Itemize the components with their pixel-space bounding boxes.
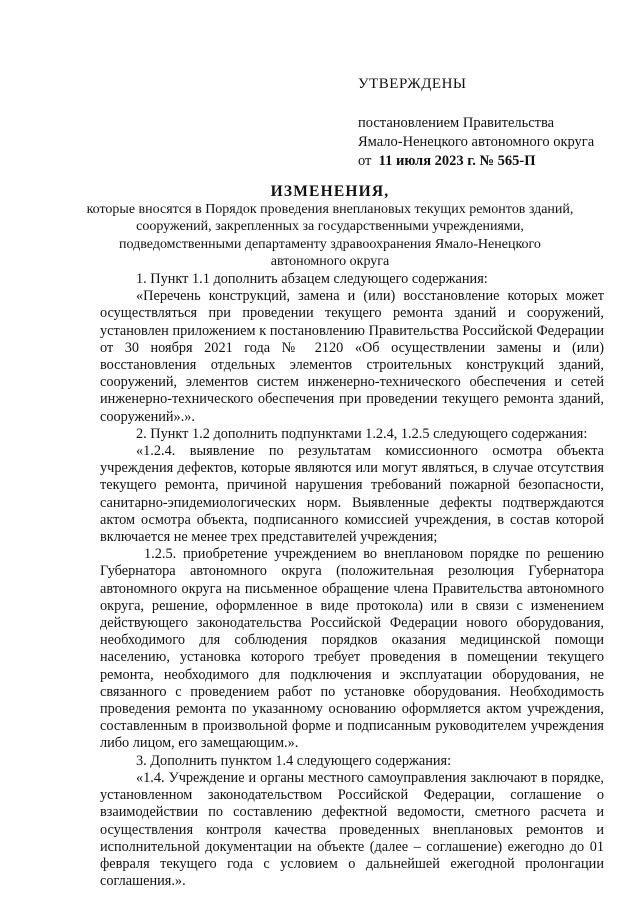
document-title xyxy=(80,183,580,270)
paragraph-4: «1.2.4. выявление по результатам комиссионного осмотра объекта учреждения дефектов, которые являются или могут являться, в случае отсутствия текущего ремонта, причиной нарушения требований пожарной безопасности, санитарно-эпидемиологических норм. Выявленные дефекты подтверждаются актом осмотра объекта, подписанного комиссией учреждения, в состав которой включается не менее трех представителей учреждения; xyxy=(100,443,604,546)
approval-date-prefix: от xyxy=(358,153,372,169)
title-subtitle: которые вносятся в Порядок проведения внеплановых текущих ремонтов зданий, сооружений, закрепленных за государственными учреждениями, подведомственными департаменту здравоохранения Ямало-Ненецкого автономного округа xyxy=(86,202,574,269)
document-body xyxy=(100,271,604,890)
paragraph-2: «Перечень конструкций, замена и (или) восстановление которых может осуществляться при проведении текущего ремонта зданий и сооружений, установлен приложением к постановлению Правительства Российской Федерации от 30 ноября 2021 года № 2120 «Об осуществлении замены и (или) восстановления отдельных элементов строительных конструкций зданий, сооружений, элементов систем инженерно-технического обеспечения и сетей инженерно-технического обеспечения при проведении текущего ремонта зданий, сооружений».». xyxy=(100,288,604,425)
approval-date-line xyxy=(358,152,628,171)
paragraph-3: 2. Пункт 1.2 дополнить подпунктами 1.2.4, 1.2.5 следующего содержания: xyxy=(136,425,588,442)
title-heading: ИЗМЕНЕНИЯ, xyxy=(270,183,390,200)
paragraph-7: «1.4. Учреждение и органы местного самоуправления заключают в порядке, установленном законодательством Российской Федерации, соглашение о взаимодействии по составлению дефектной ведомости, сметного расчета и осуществления контроля качества проведенных внеплановых ремонтов и исполнительной документации на объекте (далее – соглашение) ежегодно до 01 февраля текущего года с условием о дальнейшей ежегодной пролонгации соглашения.». xyxy=(100,769,604,890)
approval-line-1: постановлением Правительства xyxy=(358,115,555,131)
paragraph-5: 1.2.5. приобретение учреждением во внеплановом порядке по решению Губернатора автономного округа (положительная резолюция Губернатора автономного округа на письменное обращение члена Правительства автономного округа, решение, оформленное в виде протокола) или в связи с изменением действующего законодательства Российской Федерации нового оборудования, необходимого для соблюдения порядков оказания медицинской помощи населению, установка которого требует проведения в помещении текущего ремонта, необходимого для подключения и эксплуатации оборудования, не связанного с проведением работ по установке оборудования. Необходимость проведения ремонта по указанному основанию оформляется актом учреждения, составленным в произвольной форме и подписанным руководителем учреждения либо лицом, его замещающим.». xyxy=(100,546,604,752)
paragraph-1: 1. Пункт 1.1 дополнить абзацем следующего содержания: xyxy=(136,271,488,287)
approval-date-number: 11 июля 2023 г. № 565-П xyxy=(378,153,536,169)
approval-block xyxy=(358,75,628,171)
paragraph-6: 3. Дополнить пунктом 1.4 следующего содержания: xyxy=(136,752,452,769)
approval-line-2: Ямало-Ненецкого автономного округа xyxy=(358,134,595,150)
approval-heading: УТВЕРЖДЕНЫ xyxy=(358,76,467,92)
